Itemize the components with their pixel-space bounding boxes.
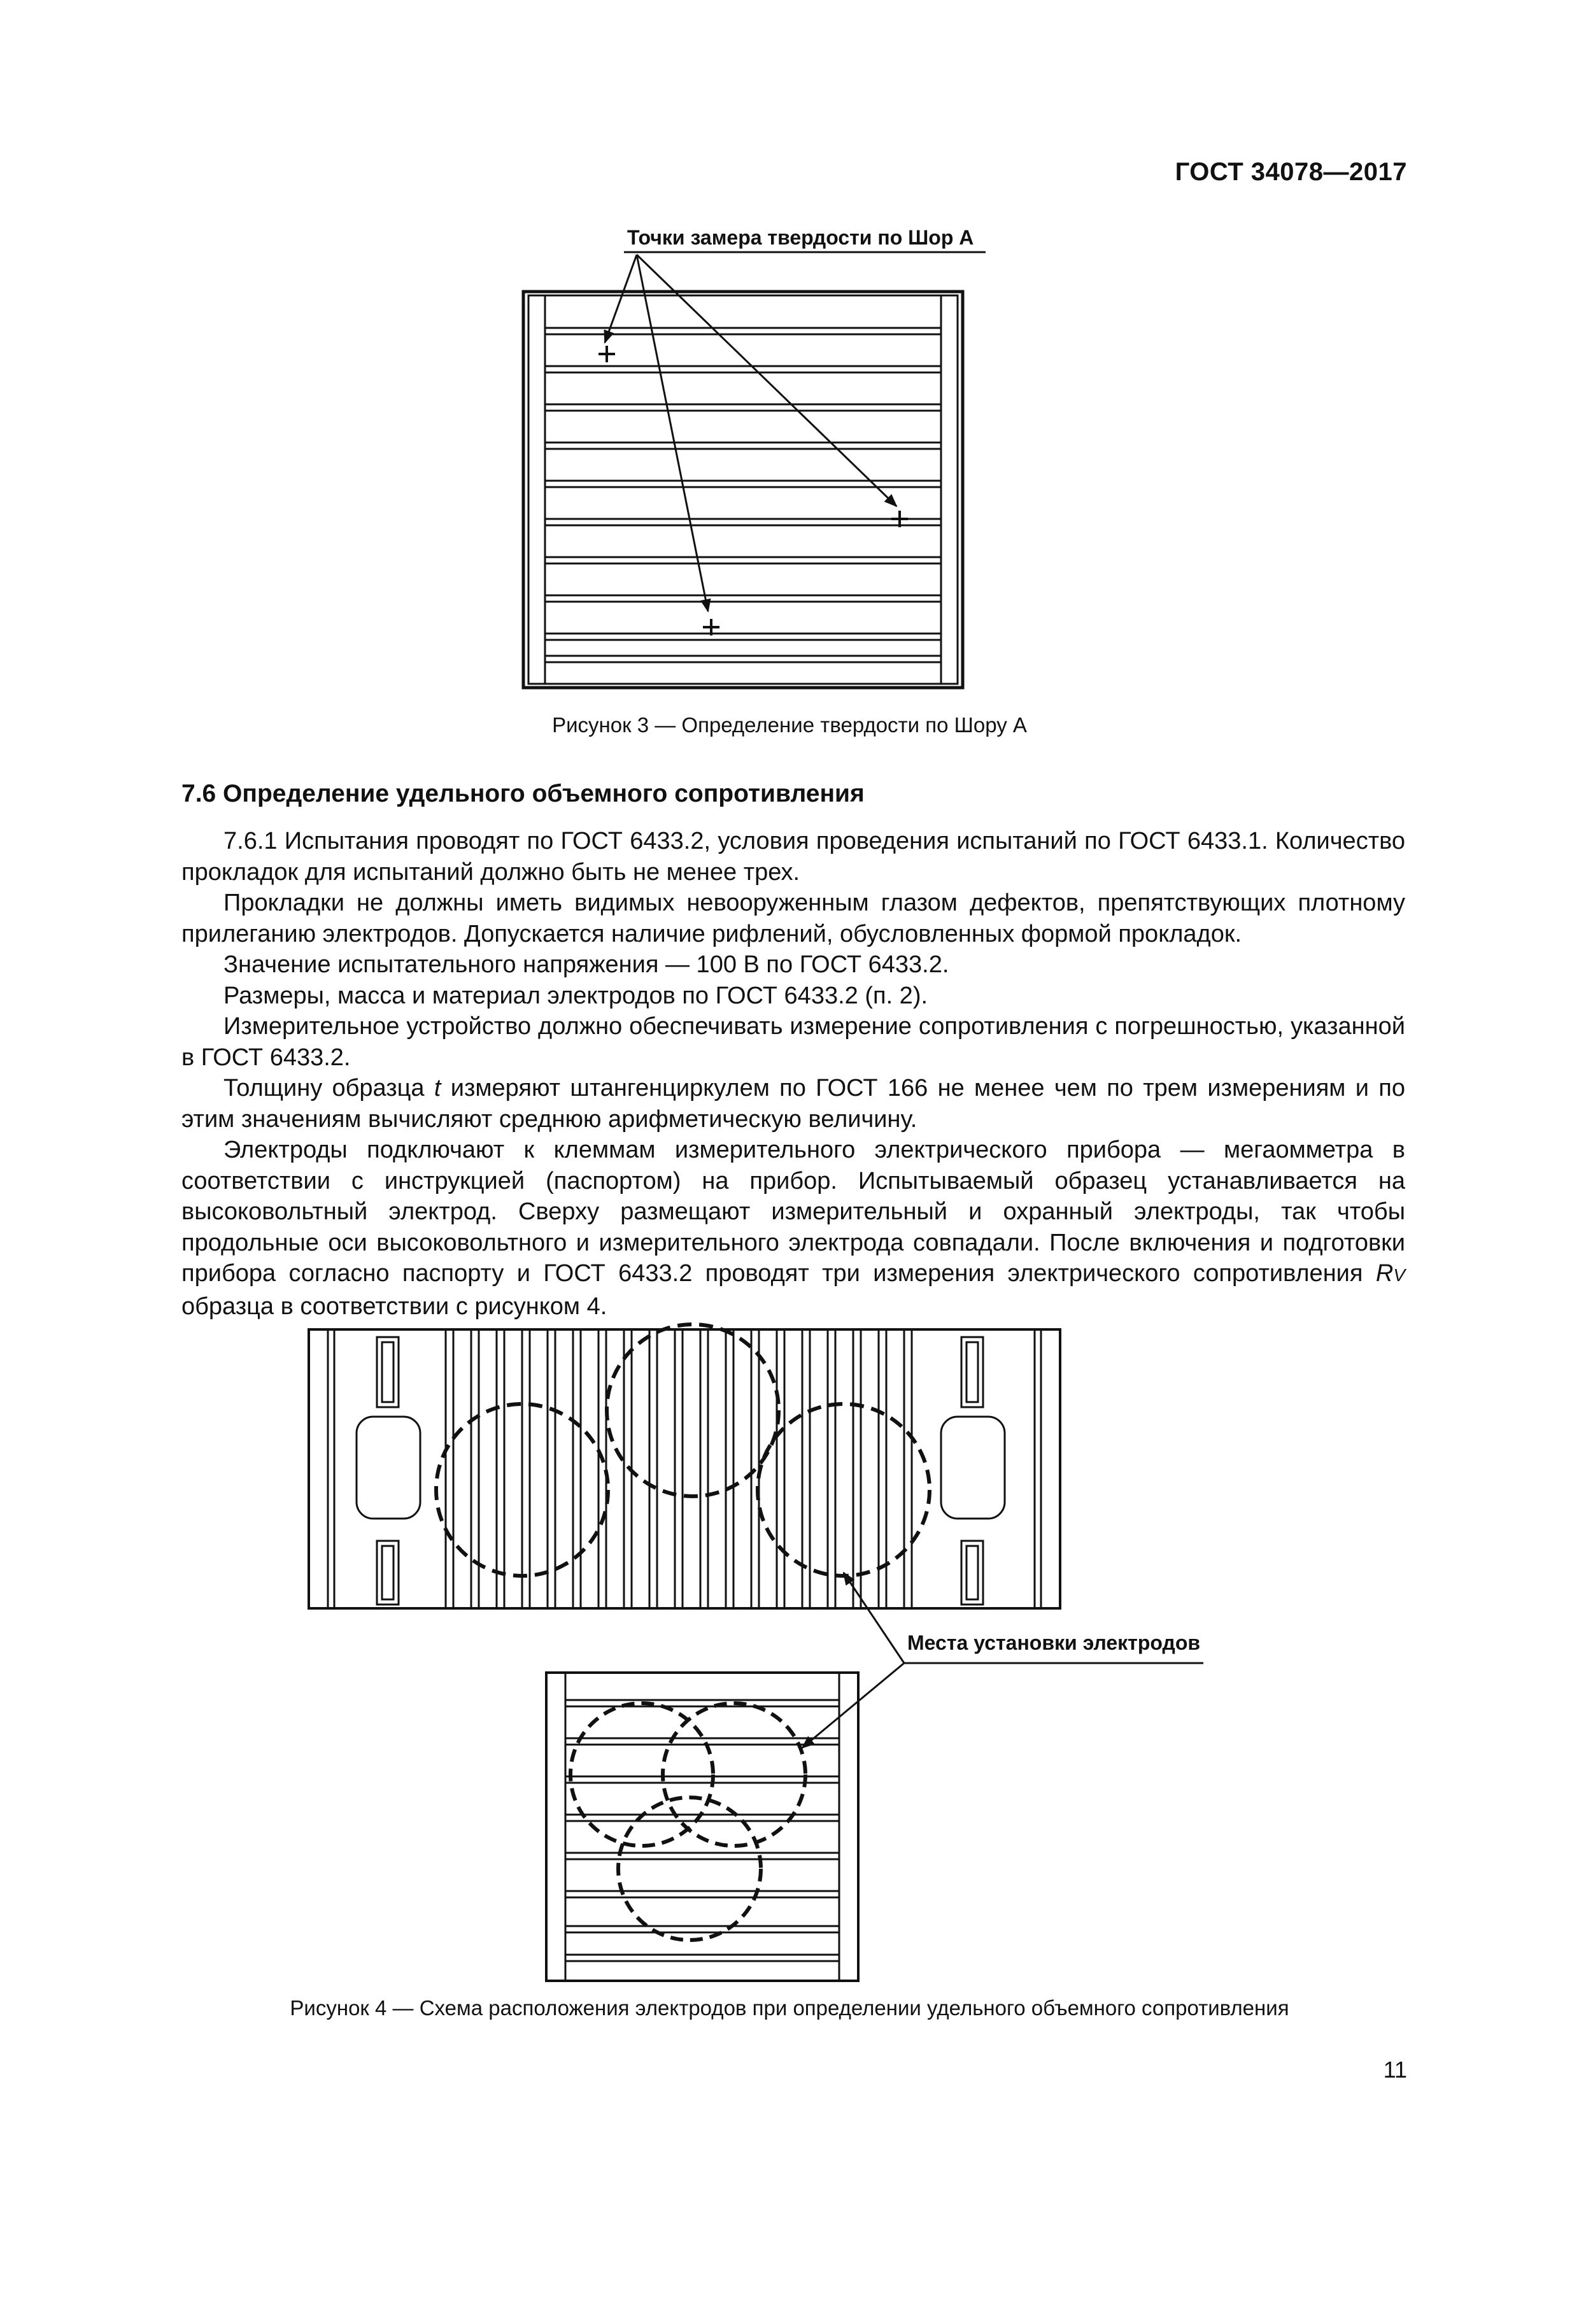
paragraph-7-6-1: 7.6.1 Испытания проводят по ГОСТ 6433.2, условия проведения испытаний по ГОСТ 6433.1. Количество прокладок для испытаний должно быть не менее трех. (181, 828, 1405, 886)
paragraph-thickness: Толщину образца t измеряют штангенциркулем по ГОСТ 166 не менее чем по трем измерениям и по этим значениям вычисляют среднюю арифметическую величину. (181, 1075, 1405, 1133)
variable-r-subscript: V (1393, 1265, 1405, 1285)
paragraph-measuring-device: Измерительное устройство должно обеспечивать измерение сопротивления с погрешностью, указанной в ГОСТ 6433.2. (181, 1013, 1405, 1071)
variable-t: t (434, 1075, 441, 1102)
figure3-caption: Рисунок 3 — Определение твердости по Шору А (552, 713, 1027, 737)
body-text (181, 826, 1405, 1322)
figure4-drawing (0, 1305, 1579, 2324)
figure4-label: Места установки электродов (907, 1631, 1201, 1654)
page-number: 11 (1383, 2057, 1407, 2083)
figure3-drawing (0, 0, 1579, 732)
document-id: ГОСТ 34078—2017 (1175, 158, 1407, 186)
paragraph-voltage: Значение испытательного напряжения — 100 В по ГОСТ 6433.2. (223, 951, 949, 978)
paragraph-electrode-size: Размеры, масса и материал электродов по ГОСТ 6433.2 (п. 2). (223, 982, 928, 1009)
paragraph-electrodes: Электроды подключают к клеммам измерительного электрического прибора — мегаомметра в соответствии с инструкцией (паспортом) на прибор. Испытываемый образец устанавливается на высоковольтный электрод. Сверху размещают измерительный и охранный электроды, так чтобы продольные оси высоковольтного и измерительного электрода совпадали. После включения и подготовки прибора согласно паспорту и ГОСТ 6433.2 проводят три измерения электрического сопротивления RV образца в соответствии с рисунком 4. (181, 1137, 1405, 1320)
paragraph-defects: Прокладки не должны иметь видимых невооруженным глазом дефектов, препятствующих плотному прилеганию электродов. Допускается наличие рифлений, обусловленных формой прокладок. (181, 889, 1405, 947)
figure3-label: Точки замера твердости по Шор А (627, 226, 974, 249)
variable-r: R (1375, 1260, 1394, 1287)
section-heading: 7.6 Определение удельного объемного сопротивления (181, 780, 865, 807)
figure4-caption: Рисунок 4 — Схема расположения электродов при определении удельного объемного сопротивления (290, 1996, 1289, 2020)
